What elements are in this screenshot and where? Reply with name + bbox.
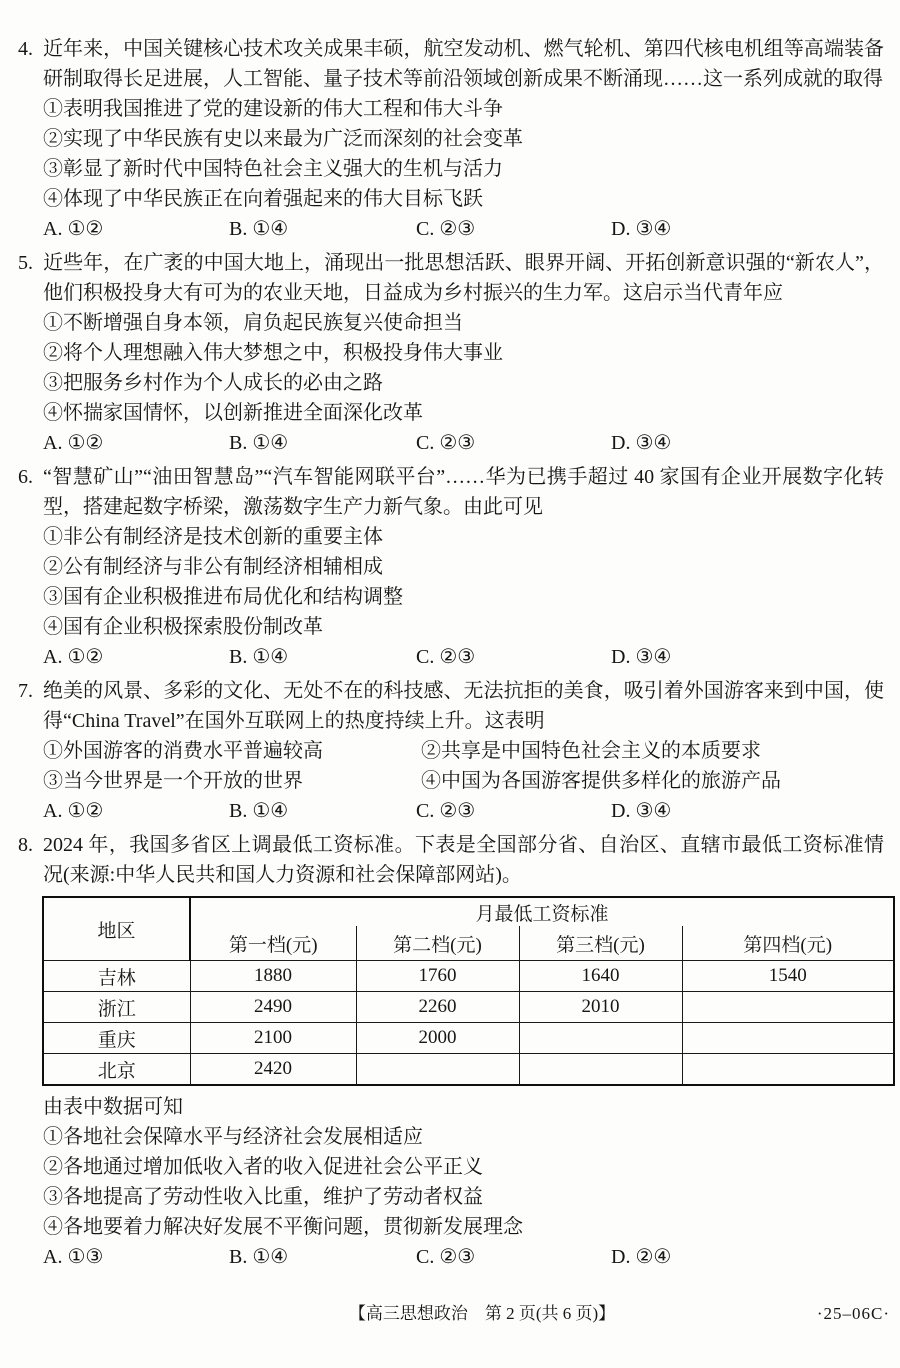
question-6-option-a: A. ①②	[43, 646, 104, 668]
question-6-stem-text: “智慧矿山”“油田智慧岛”“汽车智能网联平台”……华为已携手超过 40 家国有企业开展数字化转型，搭建起数字桥梁，激荡数字生产力新气象。由此可见	[43, 466, 884, 518]
question-7-statements	[43, 736, 884, 796]
question-4-statement-1: ①表明我国推进了党的建设新的伟大工程和伟大斗争	[43, 98, 503, 120]
table-header-group: 月最低工资标准	[190, 897, 894, 926]
question-8-option-d: D. ②④	[611, 1246, 672, 1268]
value-cell: 1760	[356, 961, 519, 992]
minimum-wage-table	[42, 896, 895, 1086]
question-7-option-a: A. ①②	[43, 800, 104, 822]
table-header-tier-2: 第二档(元)	[356, 926, 519, 961]
question-7-options	[43, 796, 884, 826]
question-6	[18, 462, 884, 672]
value-cell	[356, 1054, 519, 1086]
question-7-option-d: D. ③④	[611, 800, 672, 822]
question-7-statement-3: ③当今世界是一个开放的世界	[43, 770, 303, 792]
table-header-tier-1: 第一档(元)	[190, 926, 356, 961]
question-5-statement-2: ②将个人理想融入伟大梦想之中，积极投身伟大事业	[43, 342, 503, 364]
table-row-beijing	[43, 1054, 894, 1086]
question-8-statement-1: ①各地社会保障水平与经济社会发展相适应	[43, 1126, 423, 1148]
question-8-statement-3: ③各地提高了劳动性收入比重，维护了劳动者权益	[43, 1186, 483, 1208]
footer-paper-code: ·25–06C·	[816, 1304, 890, 1323]
value-cell	[519, 1023, 682, 1054]
table-header-row-1	[43, 897, 894, 926]
table-header-tier-4: 第四档(元)	[682, 926, 894, 961]
question-5-statement-3: ③把服务乡村作为个人成长的必由之路	[43, 372, 383, 394]
question-5-option-d: D. ③④	[611, 432, 672, 454]
value-cell: 1540	[682, 961, 894, 992]
question-8	[18, 830, 884, 1272]
question-8-statement-4: ④各地要着力解决好发展不平衡问题，贯彻新发展理念	[43, 1216, 523, 1238]
question-8-option-a: A. ①③	[43, 1246, 104, 1268]
question-4-stem	[18, 34, 884, 94]
footer-page-label: 【高三思想政治 第 2 页(共 6 页)】	[348, 1304, 616, 1323]
question-5-option-c: C. ②③	[416, 432, 476, 454]
question-5-option-a: A. ①②	[43, 432, 104, 454]
table-header-tier-3: 第三档(元)	[519, 926, 682, 961]
question-8-stem	[18, 830, 884, 890]
question-4-option-a: A. ①②	[43, 218, 104, 240]
question-7-statement-4: ④中国为各国游客提供多样化的旅游产品	[421, 770, 781, 792]
question-5-number: 5.	[18, 252, 33, 274]
value-cell: 2000	[356, 1023, 519, 1054]
value-cell: 2260	[356, 992, 519, 1023]
question-6-statement-1: ①非公有制经济是技术创新的重要主体	[43, 526, 383, 548]
question-5-options	[43, 428, 884, 458]
table-row-zhejiang	[43, 992, 894, 1023]
value-cell	[682, 1023, 894, 1054]
question-4	[18, 34, 884, 244]
question-8-lead: 由表中数据可知	[43, 1096, 183, 1118]
question-4-option-c: C. ②③	[416, 218, 476, 240]
question-6-option-c: C. ②③	[416, 646, 476, 668]
table-row-jilin	[43, 961, 894, 992]
region-cell: 重庆	[43, 1023, 190, 1054]
question-5-option-b: B. ①④	[229, 432, 289, 454]
question-6-statement-3: ③国有企业积极推进布局优化和结构调整	[43, 586, 403, 608]
value-cell: 2010	[519, 992, 682, 1023]
value-cell: 1880	[190, 961, 356, 992]
value-cell	[682, 992, 894, 1023]
question-8-option-c: C. ②③	[416, 1246, 476, 1268]
region-cell: 吉林	[43, 961, 190, 992]
question-6-options	[43, 642, 884, 672]
value-cell: 1640	[519, 961, 682, 992]
question-7-option-c: C. ②③	[416, 800, 476, 822]
value-cell: 2100	[190, 1023, 356, 1054]
question-7-option-b: B. ①④	[229, 800, 289, 822]
question-5-stem	[18, 248, 884, 308]
table-header-region: 地区	[43, 897, 190, 961]
value-cell: 2490	[190, 992, 356, 1023]
question-7-stem-text: 绝美的风景、多彩的文化、无处不在的科技感、无法抗拒的美食，吸引着外国游客来到中国，使得“China Travel”在国外互联网上的热度持续上升。这表明	[43, 680, 884, 732]
question-5-stem-text: 近些年，在广袤的中国大地上，涌现出一批思想活跃、眼界开阔、开拓创新意识强的“新农人”，他们积极投身大有可为的农业天地，日益成为乡村振兴的生力军。这启示当代青年应	[43, 252, 884, 304]
value-cell	[682, 1054, 894, 1086]
table-row-chongqing	[43, 1023, 894, 1054]
value-cell	[519, 1054, 682, 1086]
question-4-option-d: D. ③④	[611, 218, 672, 240]
question-4-statement-4: ④体现了中华民族正在向着强起来的伟大目标飞跃	[43, 188, 483, 210]
question-8-number: 8.	[18, 834, 33, 856]
value-cell: 2420	[190, 1054, 356, 1086]
question-4-statement-3: ③彰显了新时代中国特色社会主义强大的生机与活力	[43, 158, 503, 180]
question-5-statement-1: ①不断增强自身本领，肩负起民族复兴使命担当	[43, 312, 463, 334]
question-6-option-d: D. ③④	[611, 646, 672, 668]
question-8-stem-text: 2024 年，我国多省区上调最低工资标准。下表是全国部分省、自治区、直辖市最低工资标准情况(来源:中华人民共和国人力资源和社会保障部网站)。	[43, 834, 884, 886]
question-6-statement-2: ②公有制经济与非公有制经济相辅相成	[43, 556, 383, 578]
question-5	[18, 248, 884, 458]
question-5-statement-4: ④怀揣家国情怀，以创新推进全面深化改革	[43, 402, 423, 424]
page-footer	[0, 1301, 900, 1327]
region-cell: 北京	[43, 1054, 190, 1086]
question-6-stem	[18, 462, 884, 522]
question-4-option-b: B. ①④	[229, 218, 289, 240]
question-8-options	[43, 1242, 884, 1272]
question-4-statement-2: ②实现了中华民族有史以来最为广泛而深刻的社会变革	[43, 128, 523, 150]
question-8-option-b: B. ①④	[229, 1246, 289, 1268]
question-7-statement-1: ①外国游客的消费水平普遍较高	[43, 740, 323, 762]
question-7	[18, 676, 884, 826]
question-6-number: 6.	[18, 466, 33, 488]
question-6-option-b: B. ①④	[229, 646, 289, 668]
question-6-statement-4: ④国有企业积极探索股份制改革	[43, 616, 323, 638]
question-7-number: 7.	[18, 680, 33, 702]
region-cell: 浙江	[43, 992, 190, 1023]
question-4-stem-text: 近年来，中国关键核心技术攻关成果丰硕，航空发动机、燃气轮机、第四代核电机组等高端装备研制取得长足进展，人工智能、量子技术等前沿领域创新成果不断涌现……这一系列成就的取得	[43, 38, 884, 90]
question-7-statement-2: ②共享是中国特色社会主义的本质要求	[421, 740, 761, 762]
question-7-stem	[18, 676, 884, 736]
question-4-number: 4.	[18, 38, 33, 60]
question-8-statement-2: ②各地通过增加低收入者的收入促进社会公平正义	[43, 1156, 483, 1178]
question-4-options	[43, 214, 884, 244]
